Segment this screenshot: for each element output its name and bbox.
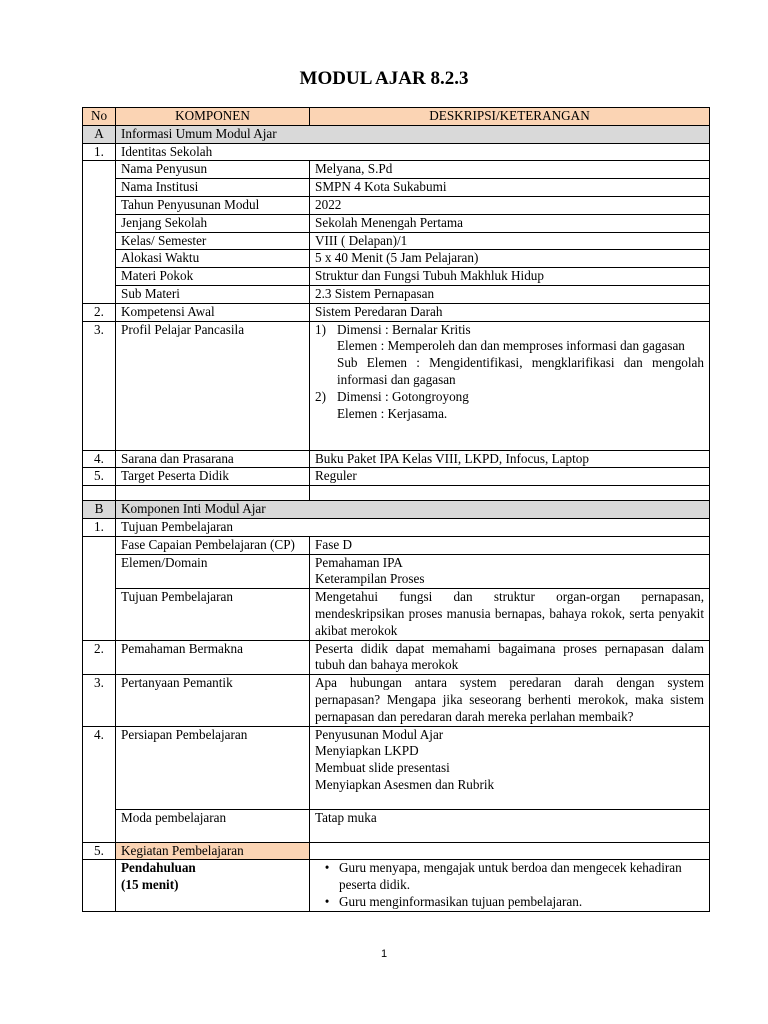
row-key: Nama Penyusun (116, 161, 310, 179)
fase-row (83, 536, 710, 554)
table-row (83, 161, 710, 179)
identitas-row (83, 143, 710, 161)
row-value: 5 x 40 Menit (5 Jam Pelajaran) (310, 250, 710, 268)
row-key: Target Peserta Didik (116, 468, 310, 486)
row-value: Melyana, S.Pd (310, 161, 710, 179)
table-row (83, 250, 710, 268)
header-komponen: KOMPONEN (116, 108, 310, 126)
table-row (83, 196, 710, 214)
row-key: Moda pembelajaran (116, 809, 310, 842)
dimensi-1-sub-elemen: Sub Elemen : Mengidentifikasi, mengklarifikasi dan mengolah informasi dan gagasan (337, 355, 704, 387)
row-number: 3. (83, 321, 116, 450)
target-row (83, 468, 710, 486)
empty-cell (310, 486, 710, 501)
table-header (83, 108, 710, 126)
pendahuluan-row (83, 860, 710, 911)
list-item: Penyusunan Modul Ajar (315, 726, 444, 742)
row-key: Nama Institusi (116, 179, 310, 197)
list-text: Guru menyapa, mengajak untuk berdoa dan mengecek kehadiran peserta didik. (339, 860, 682, 893)
table-row (83, 214, 710, 232)
bullet-icon: • (324, 860, 330, 876)
blank-row (83, 486, 710, 501)
row-key: Pemahaman Bermakna (116, 640, 310, 675)
row-value: Tatap muka (310, 809, 710, 842)
tujuan-header-row (83, 518, 710, 536)
table-row (83, 285, 710, 303)
row-value: Apa hubungan antara system peredaran darah dengan system pernapasan? Mengapa jika seseorang berhenti merokok, maka sistem pernapasan dan peredaran darah mereka perlahan membaik? (310, 675, 710, 726)
sarana-row (83, 450, 710, 468)
row-value: SMPN 4 Kota Sukabumi (310, 179, 710, 197)
row-key: Profil Pelajar Pancasila (116, 321, 310, 450)
empty-cell (116, 486, 310, 501)
row-key: Pertanyaan Pemantik (116, 675, 310, 726)
dimensi-2: Dimensi : Gotongroyong (337, 388, 469, 404)
row-key: Sub Materi (116, 285, 310, 303)
row-number: 4. (83, 450, 116, 468)
list-text: Guru menginformasikan tujuan pembelajaran. (339, 893, 583, 909)
table-row (83, 232, 710, 250)
row-number: 1. (83, 143, 116, 161)
section-b-label: Komponen Inti Modul Ajar (116, 501, 710, 519)
list-item: Menyiapkan LKPD (315, 743, 419, 759)
bullet-icon: • (324, 893, 330, 909)
empty-cell (310, 842, 710, 860)
row-key: Kelas/ Semester (116, 232, 310, 250)
row-number: 5. (83, 468, 116, 486)
row-value: VIII ( Delapan)/1 (310, 232, 710, 250)
section-a-row (83, 125, 710, 143)
modul-table (82, 107, 710, 912)
row-number: 5. (83, 842, 116, 860)
header-deskripsi: DESKRIPSI/KETERANGAN (310, 108, 710, 126)
row-key: Tujuan Pembelajaran (116, 589, 310, 640)
row-number: 2. (83, 303, 116, 321)
row-value: 2022 (310, 196, 710, 214)
elemen-value-2: Keterampilan Proses (315, 571, 425, 587)
kegiatan-row (83, 842, 710, 860)
row-key: Tahun Penyusunan Modul (116, 196, 310, 214)
row-key: Elemen/Domain (116, 554, 310, 589)
identitas-label: Identitas Sekolah (116, 143, 710, 161)
profil-row (83, 321, 710, 450)
dimensi-1-elemen: Elemen : Memperoleh dan dan memproses informasi dan gagasan (337, 338, 685, 354)
section-a-label: Informasi Umum Modul Ajar (116, 125, 710, 143)
row-number: 1. (83, 518, 116, 536)
row-value: Sistem Peredaran Darah (310, 303, 710, 321)
empty-cell (83, 486, 116, 501)
moda-row (83, 809, 710, 842)
kegiatan-label: Kegiatan Pembelajaran (116, 842, 310, 860)
header-no: No (83, 108, 116, 126)
elemen-value-1: Pemahaman IPA (315, 554, 403, 570)
row-number: 3. (83, 675, 116, 726)
list-item (315, 322, 704, 339)
row-value (310, 860, 710, 911)
row-key: Kompetensi Awal (116, 303, 310, 321)
row-number: 4. (83, 726, 116, 842)
list-item (315, 894, 704, 911)
row-value (310, 554, 710, 589)
table-row (83, 179, 710, 197)
empty-cell (83, 161, 116, 303)
row-value: Mengetahui fungsi dan struktur organ-organ pernapasan, mendeskripsikan proses manusia bernapas, bahaya rokok, serta penyakit akibat merokok (310, 589, 710, 640)
persiapan-row (83, 726, 710, 809)
row-key: Alokasi Waktu (116, 250, 310, 268)
section-b-no: B (83, 501, 116, 519)
row-number: 2. (83, 640, 116, 675)
row-value: Buku Paket IPA Kelas VIII, LKPD, Infocus, Laptop (310, 450, 710, 468)
tujuan-label: Tujuan Pembelajaran (116, 518, 710, 536)
pendahuluan-label: Pendahuluan (121, 860, 196, 876)
list-item (315, 860, 704, 894)
list-number: 1) (315, 321, 326, 337)
dimensi-2-elemen: Elemen : Kerjasama. (337, 405, 448, 421)
table-row (83, 268, 710, 286)
kompetensi-row (83, 303, 710, 321)
row-key: Fase Capaian Pembelajaran (CP) (116, 536, 310, 554)
list-number: 2) (315, 388, 326, 404)
section-b-row (83, 501, 710, 519)
profil-description (310, 321, 710, 450)
pertanyaan-row (83, 675, 710, 726)
empty-cell (83, 860, 116, 911)
document-title: MODUL AJAR 8.2.3 (299, 68, 469, 89)
page-number: 1 (380, 948, 388, 960)
list-item: Membuat slide presentasi (315, 760, 450, 776)
row-key: Sarana dan Prasarana (116, 450, 310, 468)
row-value: Struktur dan Fungsi Tubuh Makhluk Hidup (310, 268, 710, 286)
row-key: Persiapan Pembelajaran (116, 726, 310, 809)
tujuan-row (83, 589, 710, 640)
row-value: Fase D (310, 536, 710, 554)
dimensi-1: Dimensi : Bernalar Kritis (337, 321, 471, 337)
row-key: Materi Pokok (116, 268, 310, 286)
row-key: Jenjang Sekolah (116, 214, 310, 232)
row-value: Reguler (310, 468, 710, 486)
empty-cell (83, 536, 116, 640)
pemahaman-row (83, 640, 710, 675)
row-value: Sekolah Menengah Pertama (310, 214, 710, 232)
row-value: 2.3 Sistem Pernapasan (310, 285, 710, 303)
pendahuluan-duration: (15 menit) (121, 877, 179, 893)
section-a-no: A (83, 125, 116, 143)
row-key (116, 860, 310, 911)
list-item: Menyiapkan Asesmen dan Rubrik (315, 776, 495, 792)
row-value: Peserta didik dapat memahami bagaimana proses pernapasan dalam tubuh dan bahaya merokok (310, 640, 710, 675)
elemen-row (83, 554, 710, 589)
list-item (315, 389, 704, 406)
row-value (310, 726, 710, 809)
